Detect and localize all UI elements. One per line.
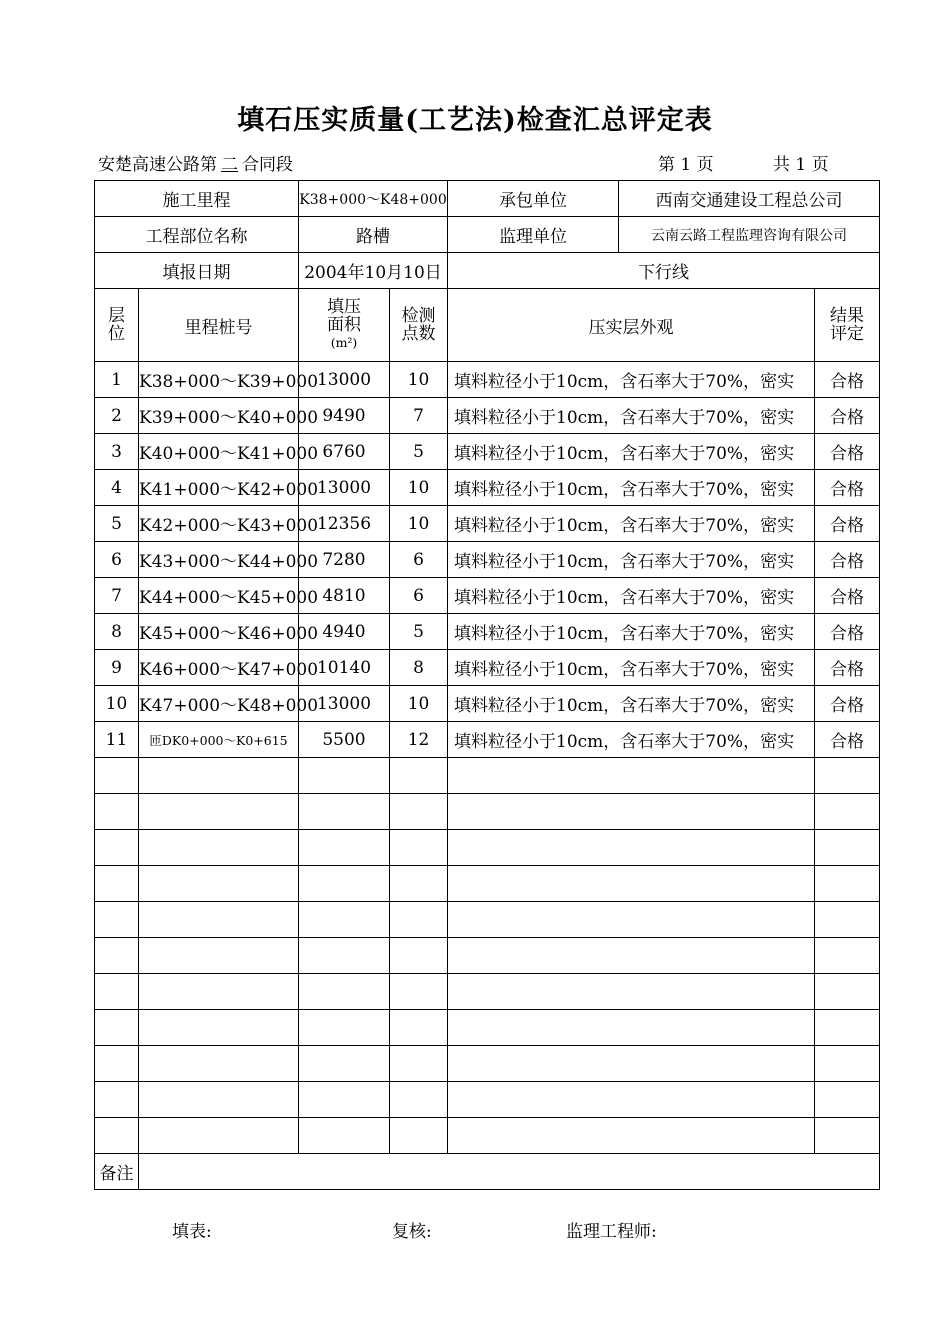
- blank-row: [95, 1046, 880, 1082]
- layer-cell: 4: [95, 470, 139, 506]
- blank-cell: [139, 1118, 299, 1154]
- appearance-cell: 填料粒径小于10cm，含石率大于70%，密实: [448, 542, 815, 578]
- layer-cell: 7: [95, 578, 139, 614]
- result-cell: 合格: [815, 578, 880, 614]
- station-cell: K38+000～K39+000: [139, 362, 299, 398]
- table-row: [95, 506, 880, 542]
- area-cell: 5500: [299, 722, 390, 758]
- station-cell: K46+000～K47+000: [139, 650, 299, 686]
- header-layer: 层 位: [95, 289, 139, 362]
- blank-cell: [390, 794, 448, 830]
- blank-cell: [139, 1046, 299, 1082]
- blank-cell: [815, 794, 880, 830]
- info-row-date: [95, 253, 880, 289]
- layer-cell: 5: [95, 506, 139, 542]
- project-name: [98, 150, 293, 175]
- blank-cell: [390, 1046, 448, 1082]
- points-cell: 10: [390, 506, 448, 542]
- part-value: 路槽: [299, 217, 448, 253]
- area-cell: 12356: [299, 506, 390, 542]
- header-result: 结果 评定: [815, 289, 880, 362]
- line-value: 下行线: [448, 253, 880, 289]
- points-cell: 6: [390, 578, 448, 614]
- blank-cell: [299, 866, 390, 902]
- engineer-label: 监理工程师:: [566, 1222, 657, 1242]
- blank-cell: [95, 794, 139, 830]
- remarks-label: 备注: [95, 1154, 139, 1190]
- appearance-cell: 填料粒径小于10cm，含石率大于70%，密实: [448, 686, 815, 722]
- blank-cell: [815, 938, 880, 974]
- points-cell: 10: [390, 470, 448, 506]
- result-cell: 合格: [815, 542, 880, 578]
- header-station: 里程桩号: [139, 289, 299, 362]
- blank-row: [95, 1118, 880, 1154]
- points-cell: 10: [390, 686, 448, 722]
- blank-cell: [299, 794, 390, 830]
- appearance-cell: 填料粒径小于10cm，含石率大于70%，密实: [448, 614, 815, 650]
- blank-cell: [815, 902, 880, 938]
- blank-cell: [448, 938, 815, 974]
- station-cell: K39+000～K40+000: [139, 398, 299, 434]
- layer-cell: 9: [95, 650, 139, 686]
- blank-cell: [390, 1010, 448, 1046]
- table-row: [95, 722, 880, 758]
- result-cell: 合格: [815, 398, 880, 434]
- page-title: 填石压实质量(工艺法)检查汇总评定表: [237, 105, 713, 136]
- supervisor-label: 监理单位: [448, 217, 619, 253]
- column-header-row: [95, 289, 880, 362]
- blank-cell: [139, 974, 299, 1010]
- result-cell: 合格: [815, 614, 880, 650]
- mileage-value: K38+000～K48+000: [299, 181, 448, 217]
- result-cell: 合格: [815, 506, 880, 542]
- table-row: [95, 578, 880, 614]
- table-row: [95, 686, 880, 722]
- result-cell: 合格: [815, 650, 880, 686]
- station-cell: K43+000～K44+000: [139, 542, 299, 578]
- points-cell: 5: [390, 614, 448, 650]
- blank-cell: [390, 938, 448, 974]
- blank-cell: [95, 974, 139, 1010]
- result-cell: 合格: [815, 470, 880, 506]
- points-cell: 5: [390, 434, 448, 470]
- blank-cell: [139, 1082, 299, 1118]
- appearance-cell: 填料粒径小于10cm，含石率大于70%，密实: [448, 362, 815, 398]
- layer-cell: 3: [95, 434, 139, 470]
- part-label: 工程部位名称: [95, 217, 299, 253]
- blank-cell: [390, 1082, 448, 1118]
- info-row-mileage: [95, 181, 880, 217]
- blank-cell: [815, 1046, 880, 1082]
- appearance-cell: 填料粒径小于10cm，含石率大于70%，密实: [448, 650, 815, 686]
- table-row: [95, 398, 880, 434]
- blank-cell: [390, 974, 448, 1010]
- blank-cell: [95, 902, 139, 938]
- layer-cell: 8: [95, 614, 139, 650]
- appearance-cell: 填料粒径小于10cm，含石率大于70%，密实: [448, 722, 815, 758]
- blank-cell: [448, 1010, 815, 1046]
- blank-cell: [299, 1082, 390, 1118]
- supervisor-value: 云南云路工程监理咨询有限公司: [619, 217, 880, 253]
- info-row-part: [95, 217, 880, 253]
- points-cell: 10: [390, 362, 448, 398]
- station-cell: K42+000～K43+000: [139, 506, 299, 542]
- project-prefix: 安楚高速公路第: [98, 155, 217, 175]
- table-row: [95, 362, 880, 398]
- contractor-value: 西南交通建设工程总公司: [619, 181, 880, 217]
- result-cell: 合格: [815, 686, 880, 722]
- blank-cell: [390, 830, 448, 866]
- area-cell: 6760: [299, 434, 390, 470]
- points-cell: 8: [390, 650, 448, 686]
- project-suffix: 合同段: [242, 155, 293, 175]
- layer-cell: 10: [95, 686, 139, 722]
- blank-cell: [448, 1118, 815, 1154]
- blank-cell: [448, 794, 815, 830]
- layer-cell: 6: [95, 542, 139, 578]
- blank-row: [95, 1082, 880, 1118]
- blank-cell: [448, 758, 815, 794]
- blank-row: [95, 1010, 880, 1046]
- area-cell: 9490: [299, 398, 390, 434]
- appearance-cell: 填料粒径小于10cm，含石率大于70%，密实: [448, 578, 815, 614]
- blank-cell: [299, 1118, 390, 1154]
- blank-cell: [815, 1010, 880, 1046]
- blank-cell: [95, 1010, 139, 1046]
- table-row: [95, 614, 880, 650]
- blank-cell: [139, 902, 299, 938]
- station-cell: K44+000～K45+000: [139, 578, 299, 614]
- blank-cell: [448, 902, 815, 938]
- blank-cell: [95, 1046, 139, 1082]
- layer-cell: 11: [95, 722, 139, 758]
- points-cell: 7: [390, 398, 448, 434]
- appearance-cell: 填料粒径小于10cm，含石率大于70%，密实: [448, 506, 815, 542]
- remarks-field: [139, 1154, 880, 1190]
- area-cell: 13000: [299, 362, 390, 398]
- blank-row: [95, 938, 880, 974]
- area-cell: 4810: [299, 578, 390, 614]
- layer-cell: 2: [95, 398, 139, 434]
- blank-cell: [139, 830, 299, 866]
- station-cell: K40+000～K41+000: [139, 434, 299, 470]
- blank-cell: [139, 938, 299, 974]
- table-row: [95, 650, 880, 686]
- remarks-row: [95, 1154, 880, 1190]
- filled-by-label: 填表:: [172, 1222, 212, 1242]
- blank-cell: [95, 1082, 139, 1118]
- blank-row: [95, 866, 880, 902]
- area-cell: 13000: [299, 470, 390, 506]
- blank-row: [95, 974, 880, 1010]
- page-number: 第 1 页: [658, 155, 714, 175]
- station-cell: K41+000～K42+000: [139, 470, 299, 506]
- reviewed-by-label: 复核:: [392, 1222, 432, 1242]
- area-cell: 4940: [299, 614, 390, 650]
- result-cell: 合格: [815, 722, 880, 758]
- date-label: 填报日期: [95, 253, 299, 289]
- blank-cell: [448, 866, 815, 902]
- area-cell: 7280: [299, 542, 390, 578]
- header-appearance: 压实层外观: [448, 289, 815, 362]
- blank-cell: [299, 938, 390, 974]
- blank-cell: [139, 866, 299, 902]
- area-cell: 10140: [299, 650, 390, 686]
- blank-cell: [299, 1046, 390, 1082]
- blank-cell: [95, 830, 139, 866]
- table-row: [95, 434, 880, 470]
- blank-cell: [139, 794, 299, 830]
- summary-table: [94, 180, 880, 1190]
- result-cell: 合格: [815, 434, 880, 470]
- date-value: 2004年10月10日: [299, 253, 448, 289]
- station-cell: K47+000～K48+000: [139, 686, 299, 722]
- blank-cell: [815, 866, 880, 902]
- page-total: 共 1 页: [773, 155, 829, 175]
- mileage-label: 施工里程: [95, 181, 299, 217]
- points-cell: 6: [390, 542, 448, 578]
- blank-cell: [95, 866, 139, 902]
- blank-cell: [139, 758, 299, 794]
- area-cell: 13000: [299, 686, 390, 722]
- contractor-label: 承包单位: [448, 181, 619, 217]
- blank-cell: [815, 830, 880, 866]
- station-cell: 匝DK0+000～K0+615: [139, 722, 299, 758]
- blank-cell: [448, 1046, 815, 1082]
- appearance-cell: 填料粒径小于10cm，含石率大于70%，密实: [448, 470, 815, 506]
- section-number: 二: [221, 155, 238, 175]
- header-points: 检测 点数: [390, 289, 448, 362]
- blank-cell: [390, 902, 448, 938]
- table-row: [95, 470, 880, 506]
- blank-cell: [448, 1082, 815, 1118]
- blank-cell: [448, 974, 815, 1010]
- blank-cell: [815, 1082, 880, 1118]
- blank-row: [95, 794, 880, 830]
- table-row: [95, 542, 880, 578]
- points-cell: 12: [390, 722, 448, 758]
- blank-cell: [390, 1118, 448, 1154]
- blank-cell: [815, 1118, 880, 1154]
- header-area: 填压 面积 (m²): [299, 289, 390, 362]
- blank-cell: [299, 1010, 390, 1046]
- blank-cell: [95, 758, 139, 794]
- blank-cell: [299, 758, 390, 794]
- blank-cell: [299, 902, 390, 938]
- blank-cell: [448, 830, 815, 866]
- blank-cell: [815, 974, 880, 1010]
- blank-row: [95, 830, 880, 866]
- station-cell: K45+000～K46+000: [139, 614, 299, 650]
- layer-cell: 1: [95, 362, 139, 398]
- blank-cell: [95, 1118, 139, 1154]
- result-cell: 合格: [815, 362, 880, 398]
- appearance-cell: 填料粒径小于10cm，含石率大于70%，密实: [448, 398, 815, 434]
- blank-cell: [390, 866, 448, 902]
- blank-cell: [815, 758, 880, 794]
- appearance-cell: 填料粒径小于10cm，含石率大于70%，密实: [448, 434, 815, 470]
- blank-cell: [139, 1010, 299, 1046]
- blank-cell: [299, 830, 390, 866]
- blank-row: [95, 902, 880, 938]
- blank-row: [95, 758, 880, 794]
- blank-cell: [95, 938, 139, 974]
- blank-cell: [390, 758, 448, 794]
- blank-cell: [299, 974, 390, 1010]
